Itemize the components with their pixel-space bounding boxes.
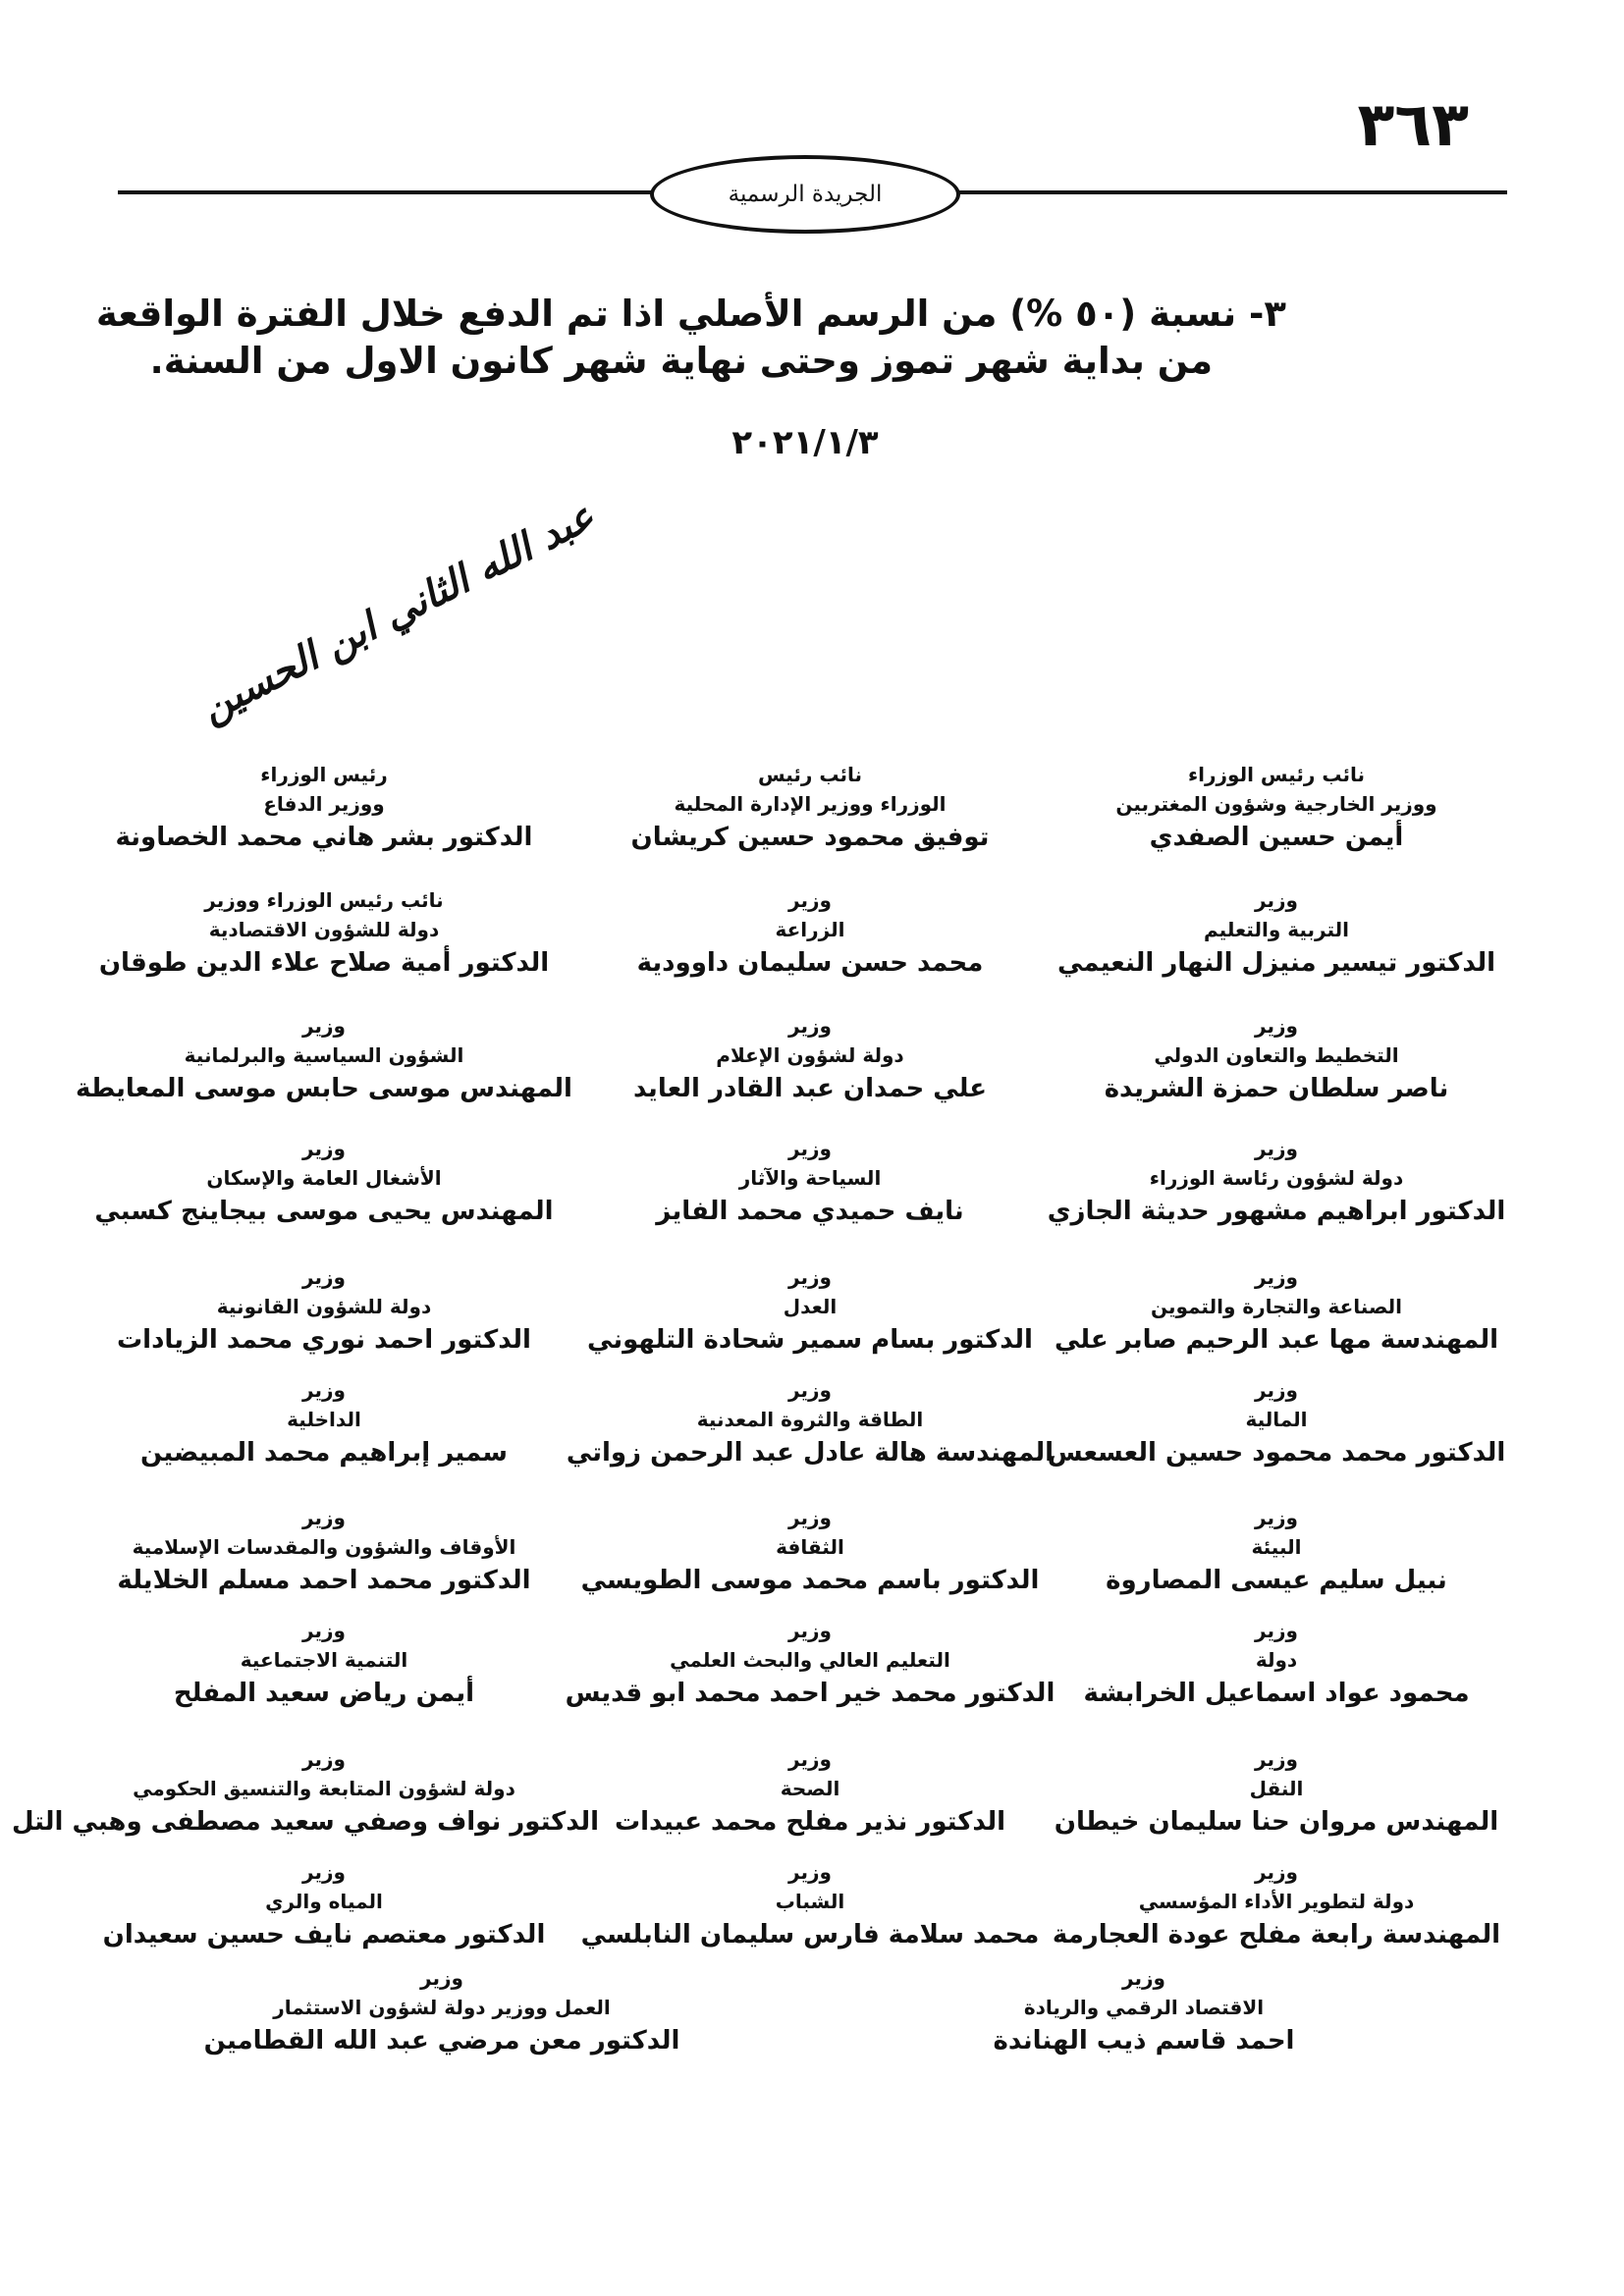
signatory-block	[49, 1134, 599, 1230]
signatory-portfolio: التعليم العالي والبحث العلمي	[670, 1648, 950, 1672]
signatory-name: الدكتور ابراهيم مشهور حديثة الجازي	[1047, 1197, 1506, 1226]
signatory-name: المهندس يحيى موسى بيجاينج كسبي	[94, 1197, 554, 1226]
signatory-title: نائب رئيس	[757, 763, 863, 786]
signatory-name: الدكتور تيسير منيزل النهار النعيمي	[1056, 948, 1496, 978]
signatory-name: توفيق محمود حسين كريشان	[630, 823, 990, 852]
signatory-block	[535, 1616, 1085, 1712]
gazette-title: الجريدة الرسمية	[728, 182, 883, 207]
signatory-title: نائب رئيس الوزراء	[1187, 763, 1366, 786]
signatory-portfolio: الصناعة والتجارة والتموين	[1150, 1295, 1403, 1318]
signatory-title: وزير	[1255, 1265, 1298, 1289]
signatory-portfolio: التربية والتعليم	[1204, 918, 1349, 941]
signatory-title: وزير	[420, 1966, 463, 1990]
signatory-title: وزير	[302, 1619, 346, 1642]
decree-date: ٢٠٢١/١/٣	[731, 423, 879, 462]
signatory-title: وزير	[788, 888, 832, 912]
signatory-portfolio: ووزير الدفاع	[263, 792, 385, 816]
signatory-portfolio: البيئة	[1251, 1535, 1302, 1559]
signatory-title: وزير	[788, 1378, 832, 1402]
signatory-title: وزير	[1255, 1014, 1298, 1038]
signatory-portfolio: الزراعة	[775, 918, 845, 941]
signatory-block	[49, 1375, 599, 1471]
signatory-block	[49, 1011, 599, 1107]
signatory-block	[49, 885, 599, 982]
signatory-name: الدكتور احمد نوري محمد الزيادات	[117, 1325, 531, 1355]
signatory-portfolio: دولة لتطوير الأداء المؤسسي	[1138, 1890, 1415, 1913]
signatory-name: الدكتور محمد محمود حسين العسعس	[1047, 1438, 1506, 1468]
signatory-title: وزير	[1255, 1378, 1298, 1402]
signatory-title: وزير	[788, 1619, 832, 1642]
signatory-title: وزير	[1255, 1137, 1298, 1160]
signatory-row	[0, 1134, 1624, 1232]
signatory-portfolio: الثقافة	[776, 1535, 844, 1559]
signatory-portfolio: الداخلية	[287, 1408, 361, 1431]
signatory-portfolio: دولة لشؤون الإعلام	[716, 1043, 904, 1067]
signatory-block	[49, 760, 599, 856]
signatory-block	[49, 1616, 599, 1712]
signatory-title: وزير	[1255, 1747, 1298, 1771]
royal-signature: عبد الله الثاني ابن الحسين	[193, 494, 602, 731]
signatory-name: أيمن رياض سعيد المفلح	[173, 1679, 475, 1708]
signatory-title: وزير	[788, 1014, 832, 1038]
signatory-title: وزير	[302, 1747, 346, 1771]
signatory-block	[535, 1503, 1085, 1599]
signatory-name: المهندس موسى حابس موسى المعايطة	[76, 1074, 572, 1103]
signatory-title: نائب رئيس الوزراء ووزير	[204, 888, 444, 912]
gazette-title-badge	[650, 155, 960, 234]
paragraph-line: ٣- نسبة (٥٠ %) من الرسم الأصلي اذا تم الدفع خلال الفترة الواقعة	[95, 293, 1286, 335]
signatory-title: وزير	[788, 1747, 832, 1771]
signatory-portfolio: ووزير الخارجية وشؤون المغتربين	[1115, 792, 1437, 816]
signatory-block	[535, 1011, 1085, 1107]
signatory-portfolio: النقل	[1249, 1777, 1304, 1800]
signatory-block	[11, 1744, 599, 1841]
signatory-name: الدكتور محمد خير احمد محمد ابو قديس	[565, 1679, 1056, 1708]
signatory-block	[869, 1963, 1419, 2059]
signatory-row	[0, 1744, 1624, 1842]
signatory-portfolio: الشباب	[775, 1890, 845, 1913]
signatory-portfolio: الأشغال العامة والإسكان	[206, 1166, 442, 1190]
signatory-block	[167, 1963, 717, 2059]
signatory-name: المهندس مروان حنا سليمان خيطان	[1054, 1807, 1499, 1837]
signatory-block	[49, 1503, 599, 1599]
signatory-name: محمود عواد اسماعيل الخرابشة	[1083, 1679, 1470, 1708]
signatory-portfolio: الشؤون السياسية والبرلمانية	[184, 1043, 464, 1067]
signatory-name: أيمن حسين الصفدي	[1149, 823, 1404, 852]
signatory-portfolio: السياحة والآثار	[738, 1166, 882, 1190]
signatory-block	[49, 1857, 599, 1953]
signatory-title: وزير	[302, 1014, 346, 1038]
signatory-name: الدكتور محمد احمد مسلم الخلايلة	[117, 1566, 531, 1595]
page-number: ٣٦٣	[1357, 88, 1469, 160]
signatory-portfolio: المالية	[1245, 1408, 1308, 1431]
signatory-row	[0, 760, 1624, 858]
signatory-name: محمد سلامة فارس سليمان النابلسي	[580, 1920, 1040, 1949]
signatory-title: وزير	[302, 1378, 346, 1402]
signatory-block	[535, 760, 1085, 856]
signatory-title: وزير	[788, 1506, 832, 1529]
signatory-block	[49, 1262, 599, 1359]
signatory-name: المهندسة هالة عادل عبد الرحمن زواتي	[566, 1438, 1055, 1468]
signatory-portfolio: الوزراء ووزير الإدارة المحلية	[674, 792, 947, 816]
signatory-row	[0, 1616, 1624, 1714]
signatory-block	[535, 1744, 1085, 1841]
signatory-row	[0, 1262, 1624, 1361]
signatory-block	[535, 885, 1085, 982]
signatory-portfolio: الأوقاف والشؤون والمقدسات الإسلامية	[132, 1535, 516, 1559]
signatory-portfolio: الاقتصاد الرقمي والريادة	[1023, 1996, 1265, 2019]
signatory-portfolio: دولة للشؤون القانونية	[216, 1295, 432, 1318]
signatory-title: وزير	[1255, 1860, 1298, 1884]
signatory-row	[0, 1857, 1624, 1955]
signatory-portfolio: التنمية الاجتماعية	[240, 1648, 408, 1672]
signatory-row	[0, 885, 1624, 984]
decree-paragraph	[95, 291, 1286, 385]
signatory-block	[535, 1262, 1085, 1359]
signatory-row	[0, 1011, 1624, 1109]
signatory-name: الدكتور بسام سمير شحادة التلهوني	[587, 1325, 1033, 1355]
signatory-name: الدكتور نواف وصفي سعيد مصطفى وهبي التل	[11, 1807, 599, 1837]
signatory-portfolio: الصحة	[780, 1777, 840, 1800]
signatory-title: وزير	[302, 1137, 346, 1160]
signatory-row	[0, 1375, 1624, 1473]
signatory-title: وزير	[1255, 1619, 1298, 1642]
signatory-portfolio: العمل ووزير دولة لشؤون الاستثمار	[273, 1996, 611, 2019]
signatory-name: الدكتور أمية صلاح علاء الدين طوقان	[98, 948, 550, 978]
signatory-name: ناصر سلطان حمزة الشريدة	[1104, 1074, 1449, 1103]
signatory-title: وزير	[788, 1137, 832, 1160]
signatory-portfolio: دولة للشؤون الاقتصادية	[208, 918, 440, 941]
signatory-name: الدكتور معن مرضي عبد الله القطامين	[203, 2026, 680, 2056]
signatory-block	[535, 1134, 1085, 1230]
signatory-portfolio: العدل	[783, 1295, 838, 1318]
signatory-name: الدكتور باسم محمد موسى الطويسي	[580, 1566, 1040, 1595]
signatory-name: علي حمدان عبد القادر العايد	[633, 1074, 987, 1103]
signatory-title: وزير	[1255, 1506, 1298, 1529]
paragraph-line: من بداية شهر تموز وحتى نهاية شهر كانون الاول من السنة.	[149, 340, 1213, 382]
signatory-name: نبيل سليم عيسى المصاروة	[1106, 1566, 1447, 1595]
signatory-title: وزير	[302, 1506, 346, 1529]
signatory-portfolio: التخطيط والتعاون الدولي	[1154, 1043, 1399, 1067]
signatory-title: وزير	[1255, 888, 1298, 912]
signatory-name: الدكتور نذير مفلح محمد عبيدات	[614, 1807, 1006, 1837]
signatory-row	[0, 1963, 1624, 2061]
signatory-title: وزير	[302, 1265, 346, 1289]
signatory-title: وزير	[788, 1860, 832, 1884]
signatory-portfolio: الطاقة والثروة المعدنية	[696, 1408, 924, 1431]
signatory-title: وزير	[1122, 1966, 1165, 1990]
signatory-name: الدكتور معتصم نايف حسين سعيدان	[102, 1920, 546, 1949]
signatory-name: احمد قاسم ذيب الهناندة	[993, 2026, 1295, 2056]
signatory-portfolio: المياه والري	[265, 1890, 383, 1913]
signatory-name: سمير إبراهيم محمد المبيضين	[140, 1438, 508, 1468]
signatory-name: الدكتور بشر هاني محمد الخصاونة	[115, 823, 533, 852]
signatory-title: وزير	[788, 1265, 832, 1289]
signatory-portfolio: دولة لشؤون رئاسة الوزراء	[1149, 1166, 1404, 1190]
signatory-name: نايف حميدي محمد الفايز	[656, 1197, 964, 1226]
signatory-title: رئيس الوزراء	[260, 763, 388, 786]
signatory-name: المهندسة رابعة مفلح عودة العجارمة	[1052, 1920, 1501, 1949]
signatory-portfolio: دولة	[1255, 1648, 1298, 1672]
signatory-name: محمد حسن سليمان داوودية	[636, 948, 984, 978]
signatory-block	[535, 1375, 1085, 1471]
signatory-portfolio: دولة لشؤون المتابعة والتنسيق الحكومي	[133, 1777, 515, 1800]
signatory-title: وزير	[302, 1860, 346, 1884]
signatory-block	[535, 1857, 1085, 1953]
signatory-name: المهندسة مها عبد الرحيم صابر علي	[1054, 1325, 1498, 1355]
signatory-row	[0, 1503, 1624, 1601]
